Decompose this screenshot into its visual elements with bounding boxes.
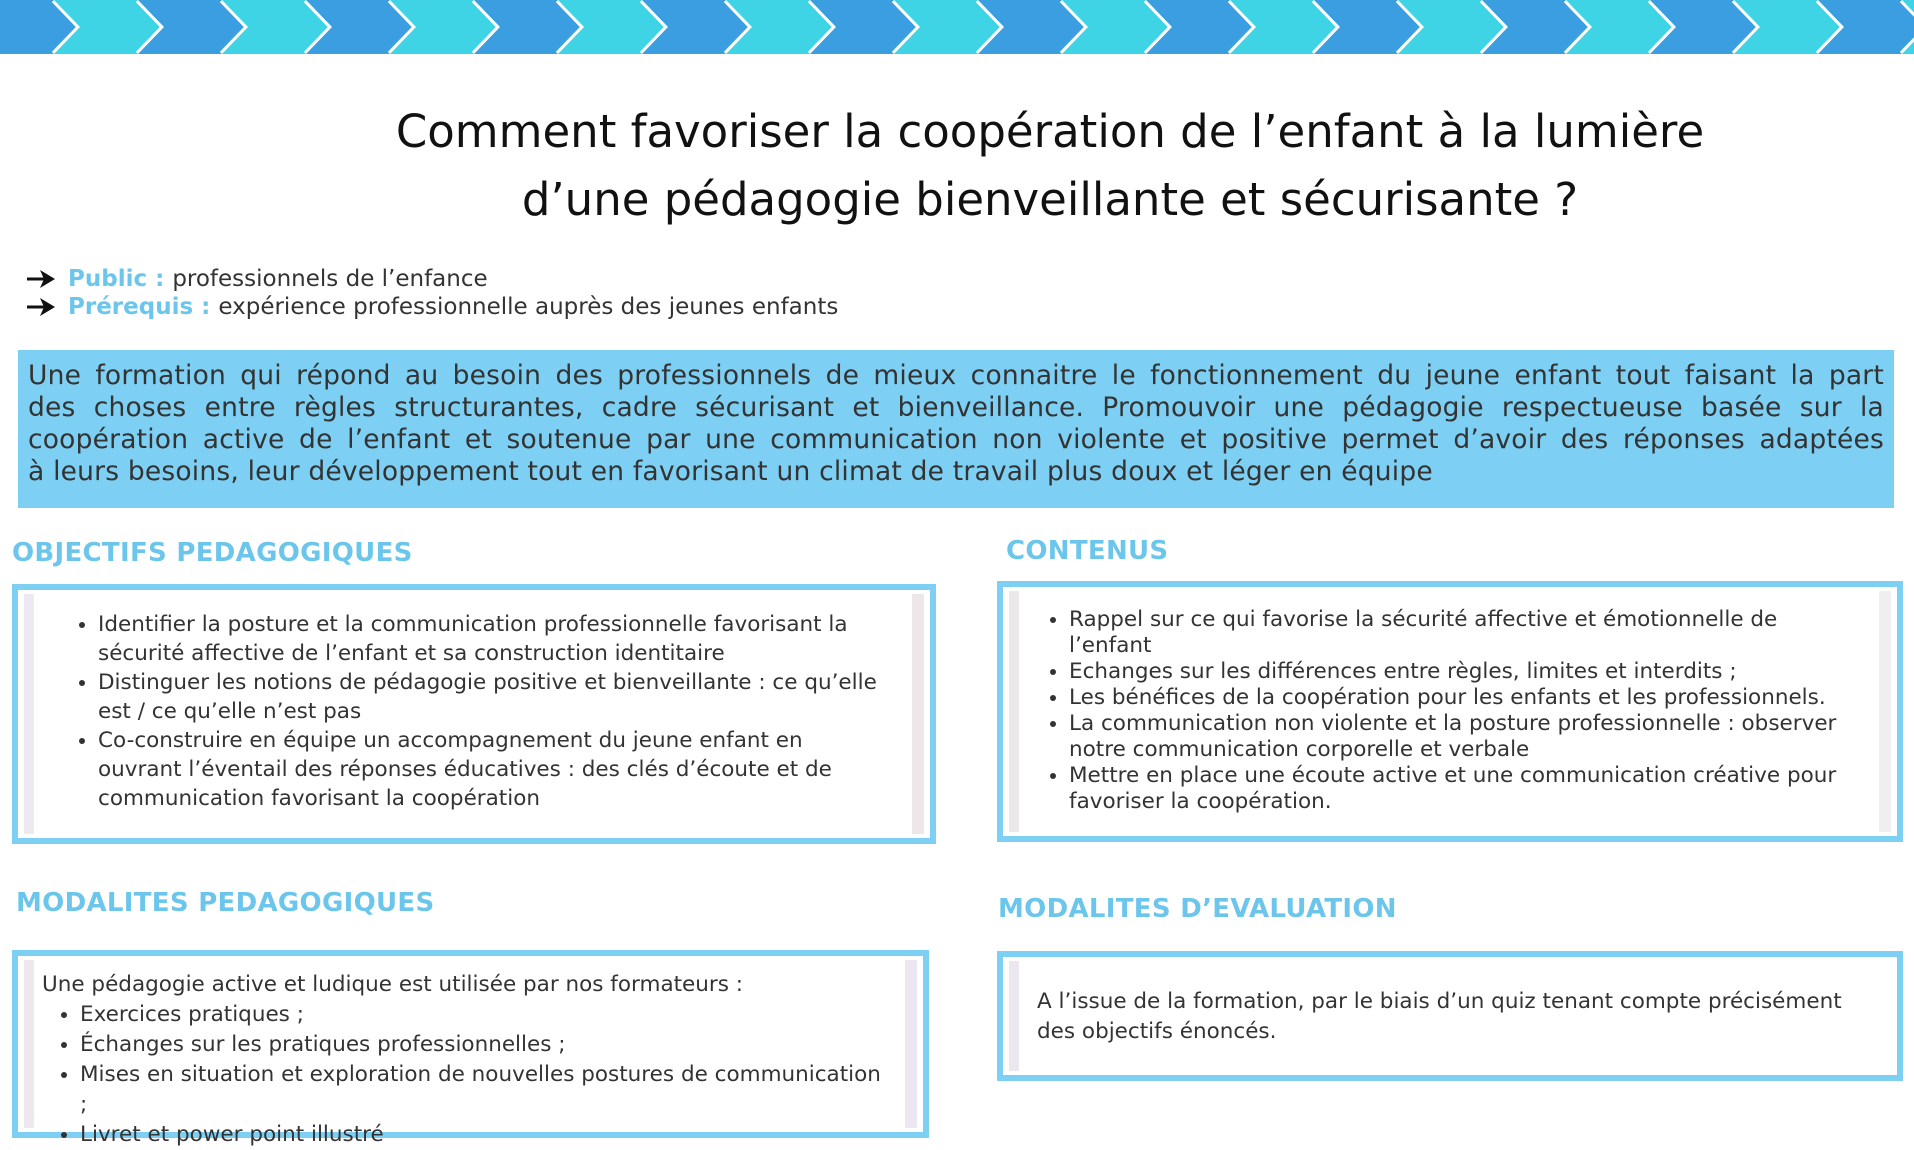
contenus-title: CONTENUS bbox=[1006, 536, 1169, 566]
list-item: • Identifier la posture et la communication professionnelle favorisant la sécurité affective de l’enfant et sa construction identitaire bbox=[98, 610, 888, 668]
modalites-pedagogiques-box bbox=[12, 950, 929, 1147]
prereq-label: Prérequis : bbox=[68, 294, 211, 320]
list-item: • Mises en situation et exploration de nouvelles postures de communication ; bbox=[80, 1060, 889, 1120]
public-row bbox=[26, 266, 488, 292]
modalites-pedagogiques-content bbox=[42, 970, 889, 1150]
intro-line: coopération active de l’enfant et soutenue par une communication non violente et positive permet d’avoir des réponses adaptées bbox=[28, 424, 1884, 455]
page-title bbox=[290, 98, 1810, 234]
public-label: Public : bbox=[68, 266, 165, 292]
title-line-1: Comment favoriser la coopération de l’enfant à la lumière bbox=[395, 105, 1705, 158]
prereq-row bbox=[26, 294, 838, 320]
objectifs-list bbox=[64, 610, 888, 813]
contenus-box bbox=[997, 581, 1903, 842]
contenus-list bbox=[1035, 607, 1861, 815]
arrow-right-icon bbox=[26, 296, 56, 318]
intro-line: des choses entre règles structurantes, cadre sécurisant et bienveillance. Promouvoir une pédagogie respectueuse basée sur la bbox=[28, 392, 1884, 423]
modalites-evaluation-title: MODALITES D’EVALUATION bbox=[998, 894, 1397, 924]
arrow-right-icon bbox=[26, 268, 56, 290]
prereq-value: expérience professionnelle auprès des jeunes enfants bbox=[218, 294, 839, 320]
objectifs-box bbox=[12, 584, 936, 844]
modalites-evaluation-box bbox=[997, 951, 1903, 1081]
modalites-evaluation-text: A l’issue de la formation, par le biais d’un quiz tenant compte précisément des objectifs énoncés. bbox=[1037, 989, 1842, 1044]
list-item: • Echanges sur les différences entre règles, limites et interdits ; bbox=[1069, 659, 1861, 685]
modalites-pedagogiques-lead: Une pédagogie active et ludique est utilisée par nos formateurs : bbox=[42, 972, 744, 997]
objectifs-title: OBJECTIFS PEDAGOGIQUES bbox=[12, 538, 413, 568]
list-item: • Échanges sur les pratiques professionnelles ; bbox=[80, 1030, 889, 1060]
contenus-inner bbox=[1009, 591, 1891, 832]
list-item: • Exercices pratiques ; bbox=[80, 1000, 889, 1030]
list-item: • Mettre en place une écoute active et une communication créative pour favoriser la coopération. bbox=[1069, 763, 1861, 815]
list-item: • La communication non violente et la posture professionnelle : observer notre communication corporelle et verbale bbox=[1069, 711, 1861, 763]
modalites-pedagogiques-inner bbox=[24, 960, 917, 1147]
modalites-evaluation-inner bbox=[1009, 961, 1891, 1071]
intro-box bbox=[18, 350, 1894, 508]
intro-line: Une formation qui répond au besoin des professionnels de mieux connaitre le fonctionnement du jeune enfant tout faisant la part bbox=[28, 360, 1884, 391]
modalites-pedagogiques-list bbox=[42, 1000, 889, 1150]
list-item: • Livret et power point illustré bbox=[80, 1120, 889, 1150]
list-item: • Distinguer les notions de pédagogie positive et bienveillante : ce qu’elle est / ce qu’elle n’est pas bbox=[98, 668, 888, 726]
list-item: • Rappel sur ce qui favorise la sécurité affective et émotionnelle de l’enfant bbox=[1069, 607, 1861, 659]
list-item: • Co-construire en équipe un accompagnement du jeune enfant en ouvrant l’éventail des réponses éducatives : des clés d’écoute et de communication favorisant la coopération bbox=[98, 726, 888, 813]
title-line-2: d’une pédagogie bienveillante et sécurisante ? bbox=[521, 173, 1579, 226]
objectifs-inner bbox=[24, 594, 924, 834]
chevron-banner bbox=[0, 0, 1914, 54]
list-item: • Les bénéfices de la coopération pour les enfants et les professionnels. bbox=[1069, 685, 1861, 711]
intro-line: à leurs besoins, leur développement tout en favorisant un climat de travail plus doux et léger en équipe bbox=[28, 456, 1433, 487]
modalites-pedagogiques-title: MODALITES PEDAGOGIQUES bbox=[16, 888, 435, 918]
public-value: professionnels de l’enfance bbox=[172, 266, 488, 292]
